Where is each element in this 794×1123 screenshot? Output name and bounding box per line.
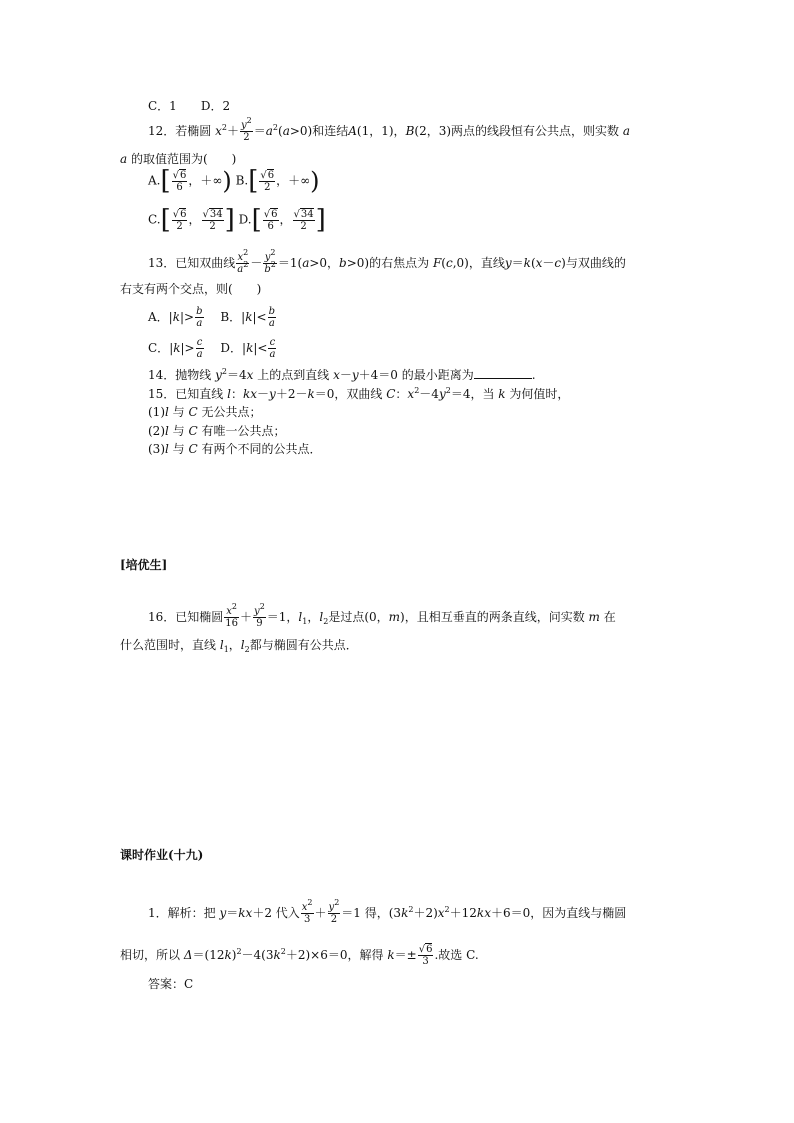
answer-1-line2: 相切，所以 $\Delta=(12k)^2-4(3k^2+2)\times 6=0$，解得 k＝± $\frac{√6}{3}$ .故选 C. [120,944,479,967]
q13-mid2-text: ，直线 [468,256,505,270]
q12-line2-text: 的取值范围为( ) [130,152,237,166]
q12-option-ab: A.[ $\frac{√6}{6}$ ，＋∞) B.[ $\frac{√6}{2}$ ，＋∞) [148,166,320,196]
q15-stem: 15．已知直线 l：kx－y＋2－k＝0，双曲线 C：$x^2-4y^2=4$，当 k 为何值时， [148,386,570,401]
fraction: $\frac{y^2}{2}$ [241,116,252,143]
q12-number: 12．若椭圆 [148,124,212,138]
q13-stem-line2: 右支有两个交点，则( ) [120,282,262,296]
q16-number: 16．已知椭圆 [148,610,224,624]
q13-option-d-label: D． [220,341,243,355]
q12-option-c-label: C. [148,212,161,227]
q12-mid-text: 和连结 [312,124,349,138]
answer-1-line1: 1．解析：把 y＝kx＋2 代入 $\frac{x^2}{3}$ ＋ $\frac{y^2}{2}$ ＝1 得，$(3k^2+2)x^2+12kx+6=0$，因为直线与椭圆 [148,898,627,925]
q12-tail-text: 两点的线段恒有公共点，则实数 [451,124,620,138]
q12-option-cd: C.[ $\frac{√6}{2}$ ， $\frac{√34}{2}$ ] D.[ $\frac{√6}{6}$ ， $\frac{√34}{2}$ ] [148,205,326,235]
q15-sub2: (2)l 与 C 有唯一公共点； [148,424,286,438]
q15-tail2-text: 为何值时， [509,387,570,401]
q15-sub1: (1)l 与 C 无公共点； [148,405,262,419]
answers-heading: 课时作业(十九) [120,848,204,862]
q12-option-b-label: B. [235,173,249,188]
q13-option-b-label: B． [220,310,242,324]
q12-stem: 12．若椭圆 $x^2+$ $\frac{y^2}{2}$ $=a^2(a>0)$和连结A(1，1)，B(2，3)两点的线段恒有公共点，则实数 a [148,116,631,143]
q15-sub3: (3)l 与 C 有两个不同的公共点． [148,442,322,456]
q13-option-ab: A．|k|> $\frac{b}{a}$ B．|k|< $\frac{b}{a}$ [148,306,276,329]
q13-option-cd: C．|k|> $\frac{c}{a}$ D．|k|< $\frac{c}{a}$ [148,337,276,360]
q13-option-a-label: A． [148,310,169,324]
q12-stem-line2: a 的取值范围为( ) [120,152,237,166]
q16-stem: 16．已知椭圆 $\frac{x^2}{16}$ ＋ $\frac{y^2}{9}$ ＝1，$l_1$，$l_2$是过点(0，m)，且相互垂直的两条直线，问实数 m 在 [148,602,616,629]
q13-stem: 13．已知双曲线 $\frac{x^2}{a^2}$ － $\frac{y^2}{b^2}$ ＝1(a>0，b>0)的右焦点为 F(c,0)，直线y＝k(x－c)与双曲线的 [148,248,626,275]
q13-number: 13．已知双曲线 [148,256,236,270]
q16-stem-line2: 什么范围时，直线 $l_1$，$l_2$都与椭圆有公共点． [120,638,358,654]
q15-mid-text: ，双曲线 [334,387,383,401]
q13-mid-text: 的右焦点为 [369,256,430,270]
q12-option-d-label: D. [238,212,252,227]
q12-option-a-label: A. [148,173,161,188]
q14-stem: 14．抛物线 $y^2=4x$ 上的点到直线 x－y＋4＝0 的最小距离为 . [148,367,536,382]
q14-tail-text: 的最小距离为 [401,368,474,382]
q13-tail-text: 与双曲线的 [565,256,626,270]
q14-number: 14．抛物线 [148,368,212,382]
answer-blank [474,368,532,379]
q15-tail-text: ，当 [470,387,495,401]
answer-1-final: 答案：C [148,977,194,991]
q15-number: 15．已知直线 [148,387,224,401]
q14-mid-text: 上的点到直线 [257,368,330,382]
q11-options: C．1 D．2 [148,99,231,113]
section-title: [培优生] [120,558,168,572]
q13-option-c-label: C． [148,341,170,355]
